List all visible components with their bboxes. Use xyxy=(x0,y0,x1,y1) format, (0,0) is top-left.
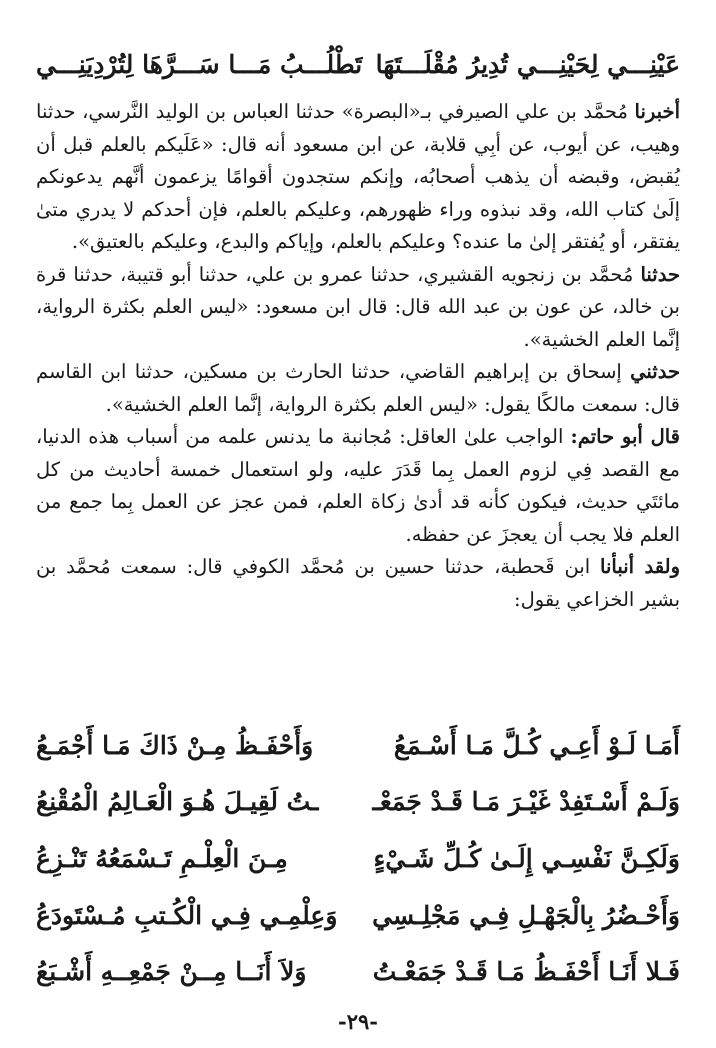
paragraph xyxy=(36,551,680,616)
paragraph-lead: قال أبو حاتم: xyxy=(570,425,680,448)
poem-verse xyxy=(36,887,680,944)
top-verse-right-hemistich: عَيْنِـــي لِحَيْنِـــي تُدِيرُ مُقْلَـــتَهَا xyxy=(375,49,680,79)
paragraph-text: ابن قَحطبة، حدثنا حسين بن مُحمَّد الكوفي قال: سمعت مُحمَّد بن بشير الخزاعي يقول: xyxy=(36,555,680,611)
poem-left-hemistich: وَلاَ أَنَــا مِــنْ جَمْعِــهِ أَشْـبَعُ xyxy=(36,957,307,987)
page-number: -٢٩- xyxy=(338,1009,378,1034)
paragraph-lead: أخبرنا xyxy=(634,100,680,123)
poem-right-hemistich: وَأَحْـضُرُ بِالْجَهْـلِ فِـي مَجْلِـسِي xyxy=(372,900,680,930)
poem-left-hemistich: وَأَحْفَـظُ مِـنْ ذَاكَ مَـا أَجْمَـعُ xyxy=(36,730,314,760)
paragraph-lead: ولقد أنبأنا xyxy=(600,555,680,578)
poem-left-hemistich: مِـنَ الْعِلْـمِ تَـسْمَعُهُ تَنْـزِعُ xyxy=(36,843,288,873)
poem-left-hemistich: ـتُ لَقِيـلَ هُـوَ الْعَـالِمُ الْمُقْنِعُ xyxy=(36,787,319,817)
book-page xyxy=(36,0,680,1048)
top-verse-left-hemistich: تَطْلُـــبُ مَـــا سَـــرَّهَا لِتُرْدِيَنِـــي xyxy=(36,49,363,79)
poem-right-hemistich: أَمَـا لَـوْ أَعِـي كُـلَّ مَـا أَسْـمَعُ xyxy=(393,730,680,760)
top-verse xyxy=(36,42,680,86)
poem-left-hemistich: وَعِلْمِـي فِـي الْكُـتبِ مُـسْتَودَعُ xyxy=(36,900,338,930)
paragraph-text: مُحمَّد بن زنجويه القشيري، حدثنا عمرو بن علي، حدثنا أبو قتيبة، حدثنا قرة بن خالد، عن عون بن عبد الله قال: قال ابن مسعود: «ليس العلم بكثرة الرواية، إنَّما العلم الخشية». xyxy=(36,262,680,351)
paragraph-text: الواجب علىٰ العاقل: مُجانبة ما يدنس علمه من أسباب هذه الدنيا، مع القصد فِي لزوم العمل بِما قَدَرَ عليه، ولو استعمال خمسة أحاديث من كل مائتَي حديث، فيكون كأنه قد أدىٰ زكاة العلم، فمن عجز عن العمل بِما جمع من العلم فلا يجب أن يعجزَ عن حفظه. xyxy=(36,425,680,546)
paragraph xyxy=(36,356,680,421)
paragraph-lead: حدثني xyxy=(630,360,680,383)
poem-right-hemistich: فَـلا أَنَـا أَحْفَـظُ مَـا قَـدْ جَمَعْـتُ xyxy=(372,957,680,987)
paragraph-text: إسحاق بن إبراهيم القاضي، حدثنا الحارث بن مسكين، حدثنا ابن القاسم قال: سمعت مالكًا يقول: «ليس العلم بكثرة الرواية، إنَّما العلم الخشية». xyxy=(36,360,680,416)
paragraph xyxy=(36,421,680,551)
prose-body xyxy=(36,96,680,616)
paragraph xyxy=(36,96,680,259)
poem-right-hemistich: وَلَـمْ أَسْـتَفِدْ غَيْـرَ مَـا قَـدْ جَمَعْـ xyxy=(372,787,680,817)
poem-right-hemistich: وَلَكِـنَّ نَفْسِـي إِلَـىٰ كُـلِّ شَـيْءٍ xyxy=(373,843,680,873)
paragraph xyxy=(36,259,680,357)
poem-verse xyxy=(36,717,680,774)
poem-verse xyxy=(36,830,680,887)
poem-verse xyxy=(36,774,680,831)
poem-verse xyxy=(36,943,680,1000)
paragraph-text: مُحمَّد بن علي الصيرفي بـ«البصرة» حدثنا العباس بن الوليد النَّرسي، حدثنا وهيب، عن أيوب، عن أبِي قلابة، عن ابن مسعود أنه قال: «عَلَيكم بالعلم قبل أن يُقبض، وقبضه أن يذهب أصحابُه، وإنكم ستجدون أقوامًا يزعمون أنَّهم يدعونكم إلَىٰ كتاب الله، وقد نبذوه وراء ظهورهم، وعليكم بالعلم، فإن أحدكم لا يدري متىٰ يفتقر، أو يُفتقر إلىٰ ما عنده؟ وعليكم بالعلم، وإياكم والبدع، وعليكم بالعتيق». xyxy=(36,100,680,253)
paragraph-lead: حدثنا xyxy=(640,262,680,286)
poem xyxy=(36,717,680,1000)
